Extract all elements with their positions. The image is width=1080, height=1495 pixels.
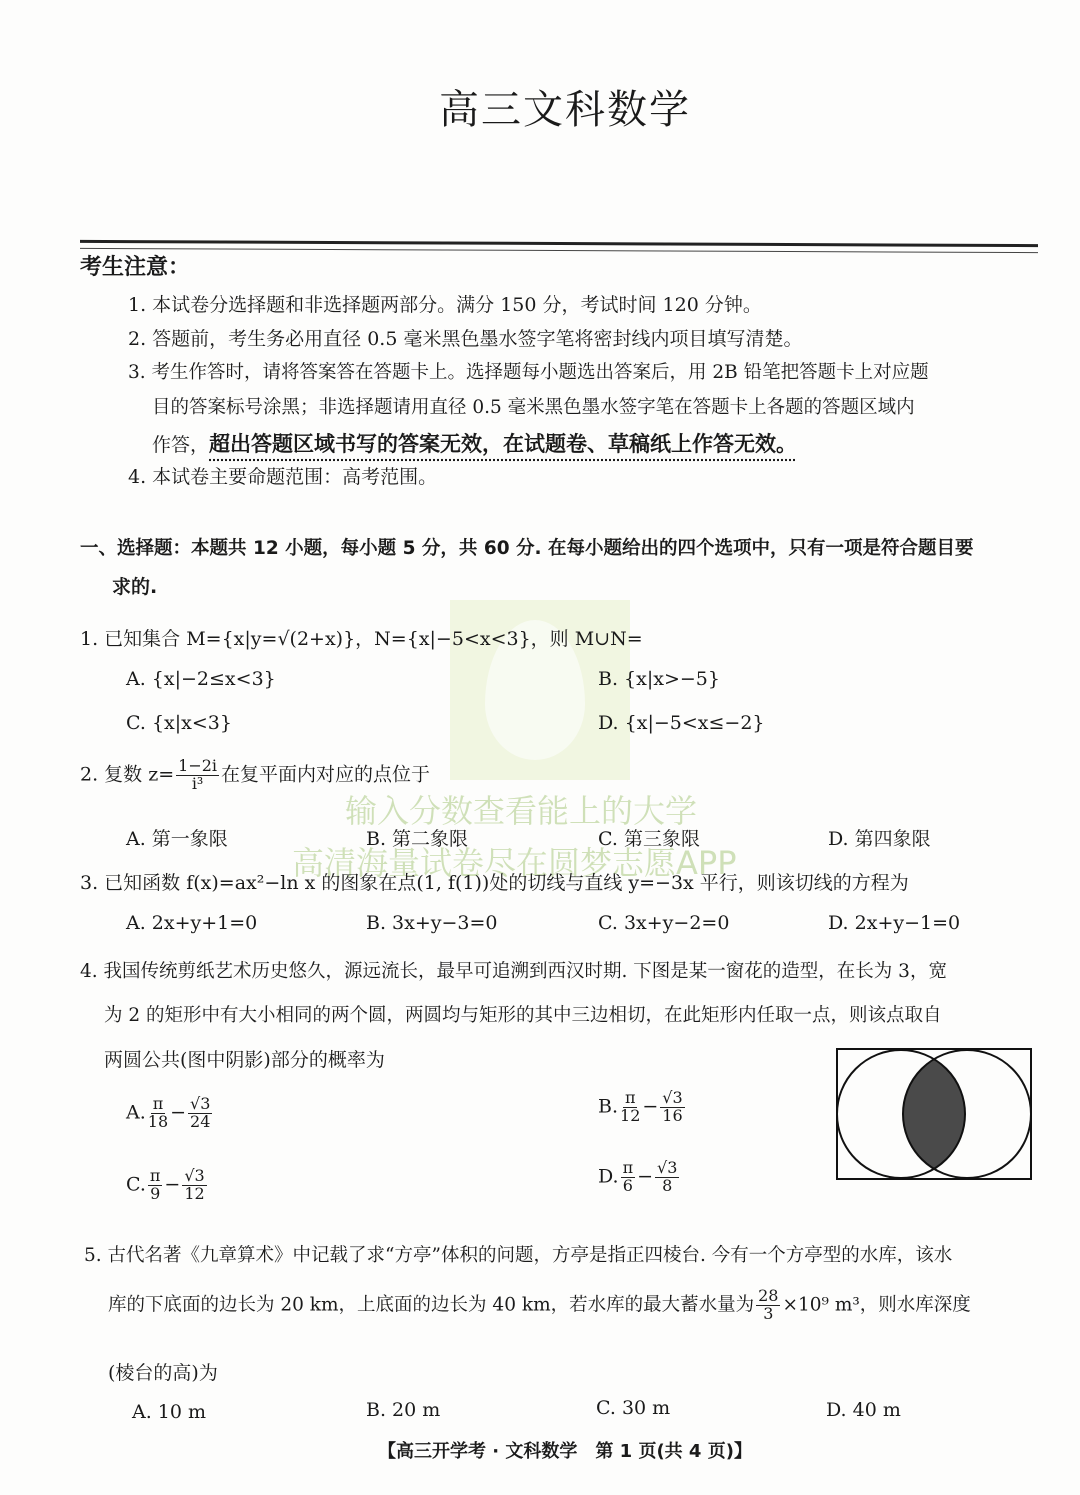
fraction	[621, 1160, 636, 1195]
question-2-option-c: C. 第三象限	[598, 828, 700, 850]
numerator: √3	[662, 1088, 683, 1107]
denominator: 24	[190, 1111, 211, 1131]
fraction	[620, 1090, 640, 1125]
question-5-option-b: B. 20 m	[366, 1399, 441, 1421]
fraction	[176, 758, 219, 793]
question-4-stem: 4. 我国传统剪纸艺术历史悠久，源远流长，最早可追溯到西汉时期. 下图是某一窗花的造型，在长为 3，宽	[80, 961, 947, 982]
notice-item: 3. 考生作答时，请将答案答在答题卡上。选择题每小题选出答案后，用 2B 铅笔把答题卡上对应题	[128, 362, 929, 383]
fraction	[655, 1160, 679, 1195]
numerator: π	[624, 1088, 636, 1107]
question-5-stem: (棱台的高)为	[108, 1362, 218, 1384]
stem-text: 库的下底面的边长为 20 km，上底面的边长为 40 km，若水库的最大蓄水量为	[108, 1294, 755, 1316]
question-3-option-a: A. 2x+y+1=0	[126, 912, 258, 934]
fraction	[756, 1288, 780, 1323]
numerator: 28	[758, 1286, 779, 1305]
denominator: 16	[662, 1105, 683, 1125]
question-5-option-d: D. 40 m	[826, 1399, 901, 1421]
question-2-option-d: D. 第四象限	[828, 828, 931, 850]
numerator: √3	[657, 1158, 678, 1177]
question-3-option-d: D. 2x+y−1=0	[828, 912, 961, 934]
question-1-option-c: C. {x|x<3}	[126, 712, 232, 734]
section-heading-cont: 求的.	[112, 576, 158, 598]
question-4-option-b: B. $\frac{\pi}{12}$ − $\frac{√3}{16}$	[598, 1088, 683, 1125]
question-5-option-c: C. 30 m	[596, 1397, 671, 1419]
fraction	[148, 1168, 163, 1203]
section-heading: 一、选择题：本题共 12 小题，每小题 5 分，共 60 分. 在每小题给出的四个选项中，只有一项是符合题目要	[80, 538, 974, 559]
denominator: 18	[147, 1111, 169, 1131]
denominator: 6	[622, 1175, 633, 1195]
notice-item	[152, 428, 797, 458]
denominator: 12	[620, 1105, 641, 1125]
question-2-option-a: A. 第一象限	[126, 828, 228, 850]
fraction	[660, 1090, 684, 1125]
denominator: 8	[662, 1175, 673, 1195]
notice-heading: 考生注意：	[80, 254, 191, 280]
question-4-stem: 两圆公共(图中阴影)部分的概率为	[104, 1049, 385, 1071]
numerator: 1−2i	[178, 756, 218, 775]
page-title: 高三文科数学	[439, 87, 691, 133]
question-4-option-d: D. $\frac{\pi}{6}$ − $\frac{√3}{8}$	[598, 1158, 678, 1195]
watermark-text: 高清海量试卷尽在圆梦志愿APP	[292, 844, 737, 882]
denominator: 3	[763, 1303, 774, 1323]
question-5-stem	[108, 1288, 971, 1323]
notice-text: 作答，	[152, 434, 210, 456]
notice-item: 2. 答题前，考生务必用直径 0.5 毫米黑色墨水签字笔将密封线内项目填写清楚。	[128, 328, 803, 350]
question-3-option-b: B. 3x+y−3=0	[366, 912, 498, 934]
option-label: C.	[126, 1173, 146, 1196]
question-4-option-c: C. $\frac{\pi}{9}$ − $\frac{√3}{12}$	[126, 1166, 205, 1203]
fraction	[148, 1096, 168, 1131]
stem-text: ×10⁹ m³，则水库深度	[782, 1294, 971, 1316]
numerator: √3	[184, 1166, 205, 1185]
fraction	[188, 1096, 212, 1131]
option-label: D.	[598, 1165, 619, 1188]
question-1-stem: 1. 已知集合 M={x|y=√(2+x)}，N={x|−5<x<3}，则 M∪N=	[80, 628, 643, 650]
fraction	[182, 1168, 206, 1203]
question-3-option-c: C. 3x+y−2=0	[598, 912, 730, 934]
denominator: 9	[150, 1183, 161, 1203]
question-4-option-a: A. $\frac{\pi}{18}$ − $\frac{√3}{24}$	[126, 1094, 211, 1131]
denominator: 12	[184, 1183, 205, 1203]
numerator: π	[152, 1094, 164, 1113]
question-1-option-d: D. {x|−5<x≤−2}	[598, 712, 765, 734]
notice-item: 目的答案标号涂黑；非选择题请用直径 0.5 毫米黑色墨水签字笔在答题卡上各题的答题区域内	[152, 397, 915, 418]
notice-emphasis: 超出答题区域书写的答案无效，在试题卷、草稿纸上作答无效。	[209, 432, 798, 456]
question-1-option-a: A. {x|−2≤x<3}	[126, 668, 276, 690]
numerator: π	[149, 1166, 161, 1185]
notice-item: 4. 本试卷主要命题范围：高考范围。	[128, 466, 438, 488]
question-5-option-a: A. 10 m	[132, 1401, 207, 1423]
stem-text: 在复平面内对应的点位于	[221, 763, 431, 786]
stem-text: 2. 复数 z=	[80, 763, 175, 786]
question-3-stem: 3. 已知函数 f(x)=ax²−ln x 的图象在点(1, f(1))处的切线与直线 y=−3x 平行，则该切线的方程为	[80, 872, 909, 894]
divider	[80, 240, 1038, 247]
page-footer: 【高三开学考 · 文科数学 第 1 页(共 4 页)】	[378, 1441, 752, 1462]
two-circles-figure	[836, 1048, 1032, 1180]
question-4-stem: 为 2 的矩形中有大小相同的两个圆，两圆均与矩形的其中三边相切，在此矩形内任取一点，则该点取自	[104, 1005, 942, 1026]
option-label: B.	[598, 1095, 619, 1118]
option-label: A.	[126, 1101, 146, 1124]
notice-item: 1. 本试卷分选择题和非选择题两部分。满分 150 分，考试时间 120 分钟。	[128, 294, 762, 316]
divider	[80, 248, 1038, 253]
question-1-option-b: B. {x|x>−5}	[598, 668, 720, 690]
numerator: √3	[190, 1094, 211, 1113]
denominator: i³	[191, 773, 204, 793]
watermark-text: 输入分数查看能上的大学	[345, 792, 698, 830]
question-2-option-b: B. 第二象限	[366, 828, 469, 850]
question-5-stem: 5. 古代名著《九章算术》中记载了求“方亭”体积的问题，方亭是指正四棱台. 今有一个方亭型的水库，该水	[84, 1245, 953, 1266]
numerator: π	[622, 1158, 634, 1177]
